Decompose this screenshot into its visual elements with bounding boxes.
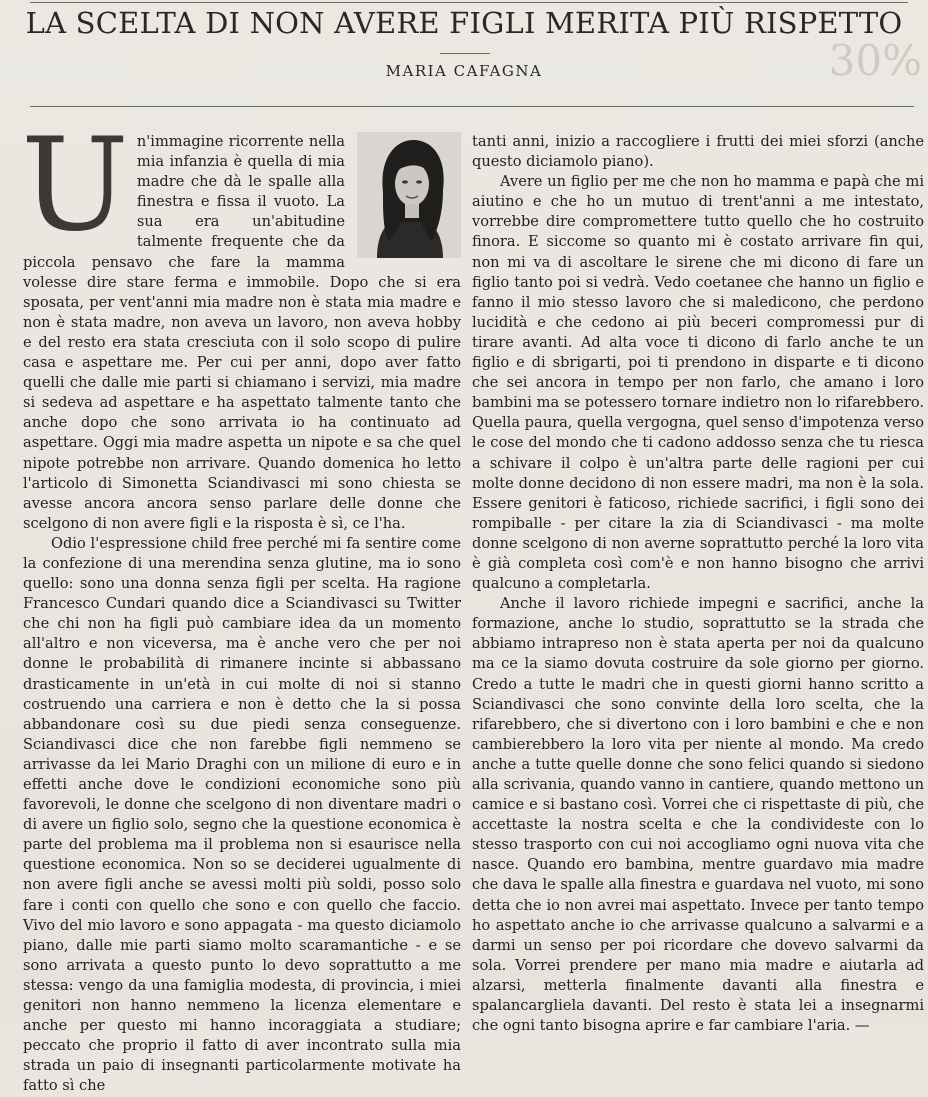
top-rule <box>30 2 908 3</box>
paragraph: tanti anni, inizio a raccogliere i frutti dei miei sforzi (anche questo diciamolo piano). <box>472 133 924 171</box>
dropcap-letter: U <box>21 111 129 260</box>
paragraph: Avere un figlio per me che non ho mamma e papà che mi aiutino e che ho un mutuo di trent'anni a me intestato, vorrebbe dire compromettere tutto quello che ho costruito finora. E siccome so quanto mi è costato arrivare fin qui, non mi va di ascoltare le sirene che mi dicono di fare un figlio tanto poi si vedrà. Vedo coetanee che hanno un figlio e fanno il mio stesso lavoro che si maledicono, che perdono lucidità e che cedono ai più beceri compromessi pur di tirare avanti. Ad alta voce ti dicono di farlo anche te un figlio e di sbrigarti, poi ti prendono in disparte e ti dicono che sei ancora in tempo per non farlo, che amano i loro bambini ma se potessero tornare indietro non lo rifarebbero. Quella paura, quella vergogna, quel senso d'impotenza verso le cose del mondo che ti cadono addosso senza che tu riesca a schivare il colpo è un'altra parte delle ragioni per cui molte donne decidono di non essere madri, ma non è la sola. Essere genitori è faticoso, richiede sacrifici, i figli sono dei rompiballe - per citare la zia di Sciandivasci - ma molte donne scelgono di non averne soprattutto perché la loro vita è già completa così com'è e non hanno bisogno che arrivi qualcuno a completarla. <box>472 173 925 593</box>
paragraph: Anche il lavoro richiede impegni e sacrifici, anche la formazione, anche lo studio, soprattutto se la strada che abbiamo intrapreso non è stata aperta per noi da qualcuno ma ce la siamo dovuta costruire da sole giorno per giorno. Credo a tutte le madri che in questi giorni hanno scritto a Sciandivasci che sono convinte della loro scelta, che la rifarebbero, che si divertono con i loro bambini e che e non cambierebbero la loro vita per niente al mondo. Ma credo anche a tutte quelle donne che sono felici quando si siedono alla scrivania, quando vanno in cantiere, quando mettono un camice e si bastano così. Vorrei che ci rispettaste di più, che accettaste la nostra scelta e che la condivideste con lo stesso trasporto con cui noi accogliamo ogni nuova vita che nasce. Quando ero bambina, mentre guardavo mia madre che dava le spalle alla finestra e guardava nel vuoto, mi sono detta che io non avrei mai aspettato. Invece per tanto tempo ho aspettato anche io che arrivasse qualcuno a salvarmi e a darmi un senso per poi ricordare che dovevo salvarmi da sola. Vorrei prendere per mano mia madre e aiutarla ad alzarsi, metterla finalmente davanti alla finestra e spalancargliela davanti. Del resto è stata lei a insegnarmi che ogni tanto bisogna aprire e far cambiare l'aria. — <box>472 595 925 1035</box>
paragraph: n'immagine ricorrente nella mia infanzia è quella di mia madre che dà le spalle alla finestra e fissa il vuoto. La sua era un'abitudine talmente frequente che da piccola pensavo che fare la mamma volesse dire stare ferma e immobile. Dopo che si era sposata, per vent'anni mia madre non è stata mia madre e non è stata madre, non aveva un lavoro, non aveva hobby e del resto era stata cresciuta con il solo scopo di pulire casa e aspettare me. Per cui per anni, dopo aver fatto quelli che dalle mie parti si chiamano i servizi, mia madre si sedeva ad aspettare e ha aspettato talmente tanto che anche dopo che sono arrivata io ha continuato ad aspettare. Oggi mia madre aspetta un nipote e sa che quel nipote potrebbe non arrivare. Quando domenica ho letto l'articolo di Simonetta Sciandivasci mi sono chiesta se avesse ancora ancora senso parlare delle donne che scelgono di non avere figli e la risposta è sì, ce l'ha. <box>23 133 461 532</box>
author-photo-image <box>357 132 461 258</box>
article-column-right <box>472 132 924 1036</box>
author-portrait <box>357 132 461 258</box>
paragraph: Odio l'espressione child free perché mi fa sentire come la confezione di una merendina senza glutine, ma io sono quello: sono una donna senza figli per scelta. Ha ragione Francesco Cundari quando dice a Sciandivasci su Twitter che chi non ha figli può cambiare idea da un momento all'altro e non viceversa, ma è anche vero che per noi donne le probabilità di rimanere incinte si abbassano drasticamente in un'età in cui molte di noi si stanno costruendo una carriera e non è detto che la si possa abbandonare così su due piedi senza conseguenze. Sciandivasci dice che non farebbe figli nemmeno se arrivasse da lei Mario Draghi con un milione di euro e in effetti anche dove le condizioni economiche sono più favorevoli, le donne che scelgono di non diventare madri o di avere un figlio solo, segno che la questione economica è parte del problema ma il problema non si esaurisce nella questione economica. Non so se deciderei ugualmente di non avere figli anche se avessi molti più soldi, posso solo fare i conti con quello che sono e con quello che faccio. Vivo del mio lavoro e sono appagata - ma questo diciamolo piano, dalle mie parti siamo molto scaramantiche - e se sono arrivata a questo punto lo devo soprattutto a me stessa: vengo da una famiglia modesta, di provincia, i miei genitori non hanno nemmeno la licenza elementare e anche per questo mi hanno incoraggiata a studiare; peccato che proprio il fatto di aver incontrato sulla mia strada un paio di insegnanti particolarmente motivate ha fatto sì che <box>23 534 461 1095</box>
section-rule <box>30 106 914 107</box>
headline: LA SCELTA DI NON AVERE FIGLI MERITA PIÙ RISPETTO <box>25 6 903 40</box>
article-column-left <box>21 111 461 1097</box>
bleed-through-text: 30% <box>828 36 922 85</box>
byline: MARIA CAFAGNA <box>385 62 543 80</box>
byline-rule <box>440 53 490 54</box>
